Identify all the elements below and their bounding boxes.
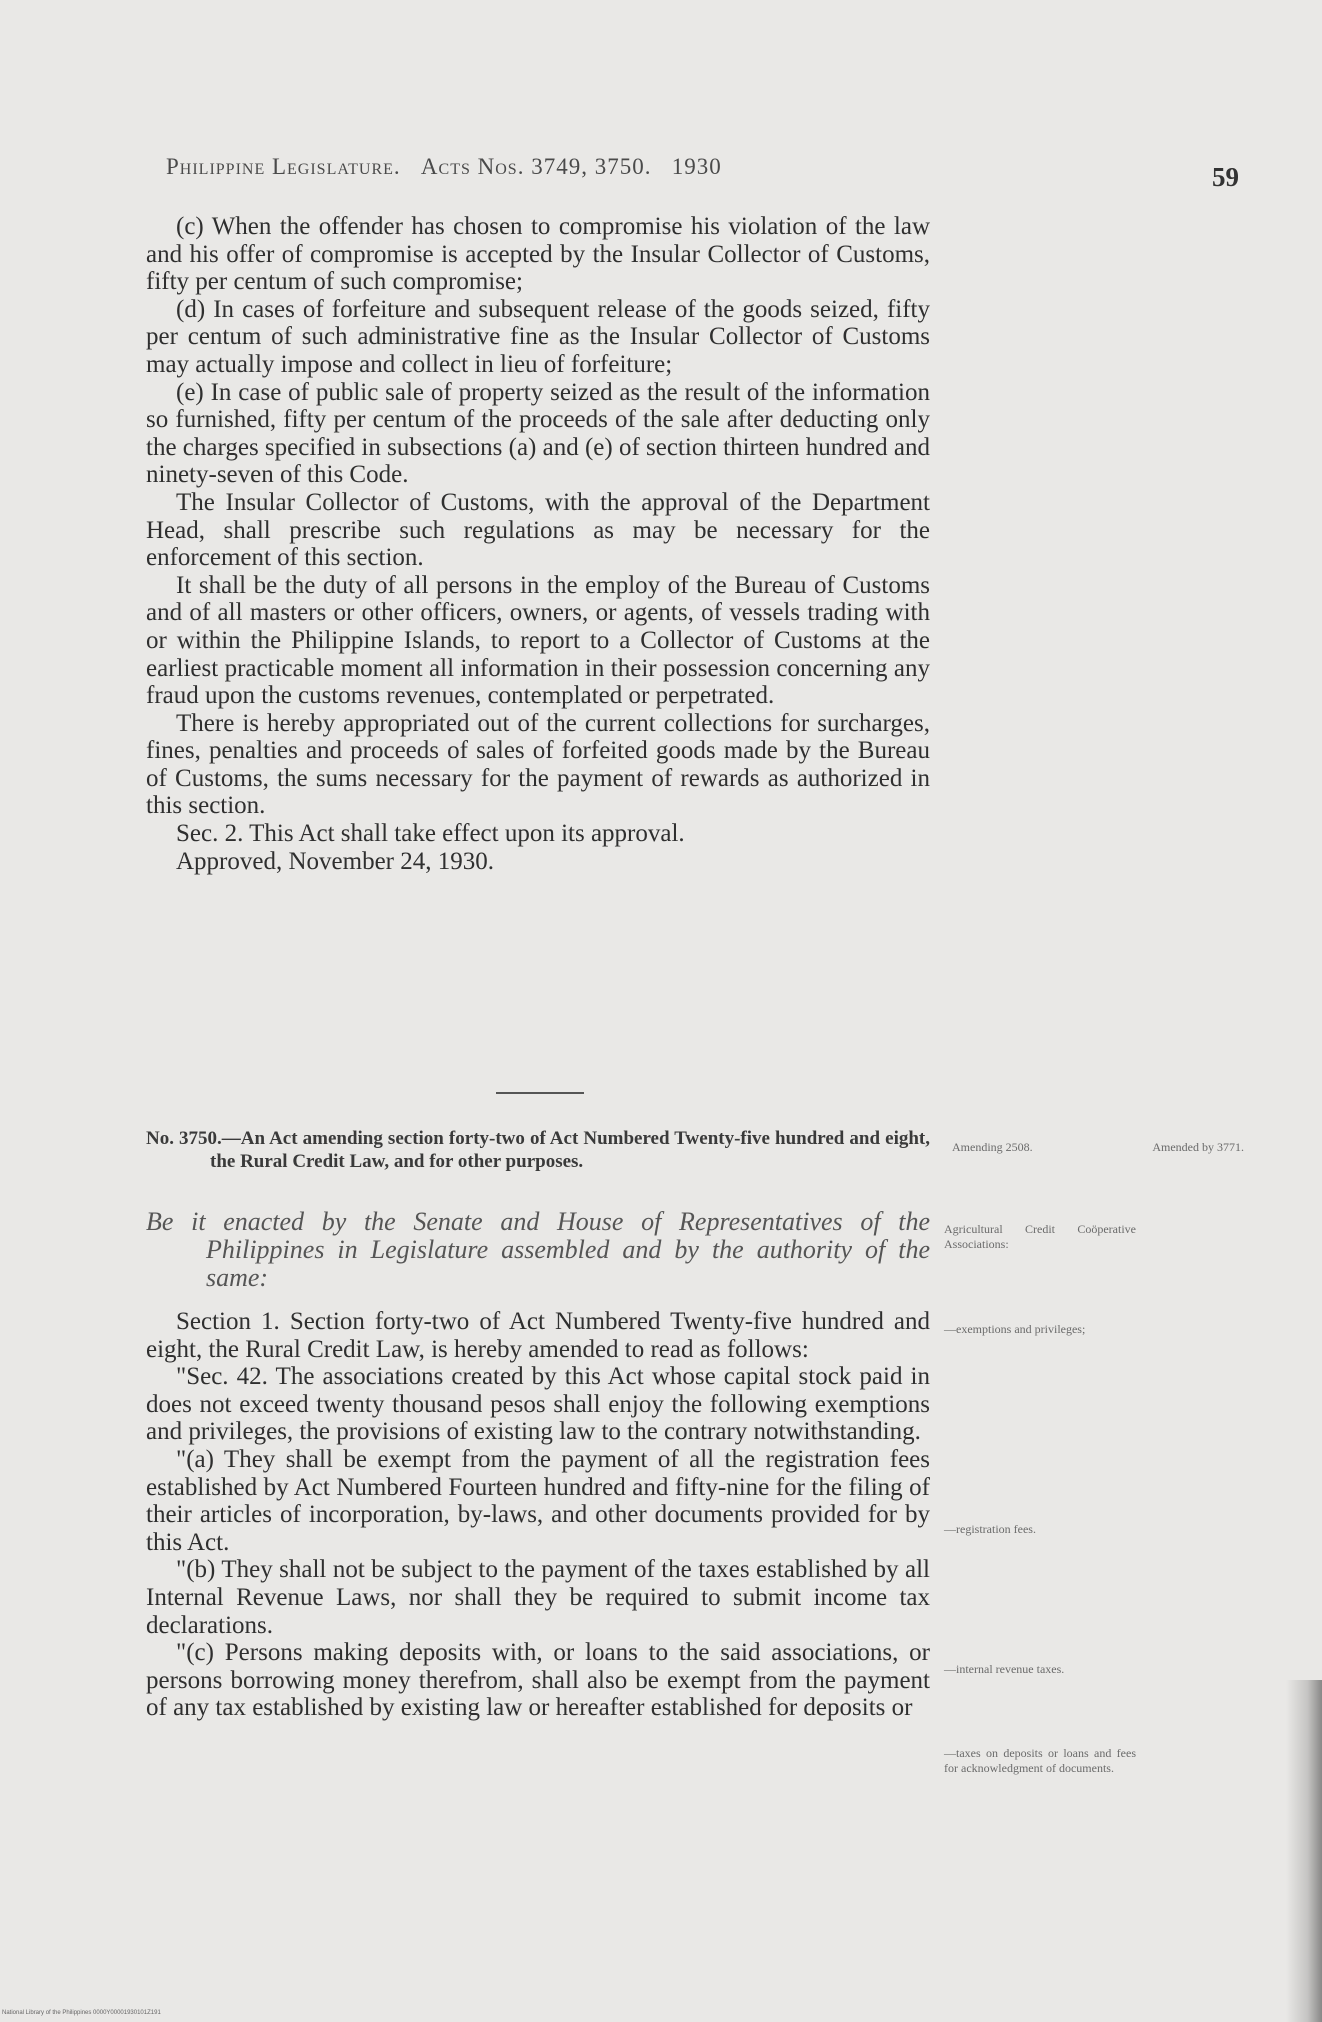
margin-note-deposits: —taxes on deposits or loans and fees for acknowledgment of documents.	[944, 1746, 1136, 1775]
paragraph: It shall be the duty of all persons in the employ of the Bureau of Customs and of all masters or other officers, owners, or agents, of vessels trading with or within the Philippine Islands, to report to a Collector of Customs at the earliest practicable moment all information in their possession concerning any fraud upon the customs revenues, contemplated or perpetrated.	[146, 571, 930, 710]
sec-42-intro: "Sec. 42. The associations created by this Act whose capital stock paid in does not exceed twenty thousand pesos shall enjoy the following exemptions and privileges, the provisions of existing law to the contrary notwithstanding.	[146, 1363, 930, 1446]
page-number: 59	[1212, 162, 1239, 192]
page-fold-shadow	[1286, 1680, 1322, 2022]
section-2: Sec. 2. This Act shall take effect upon its approval.	[176, 820, 685, 848]
sec-42-a: "(a) They shall be exempt from the payment of all the registration fees established by Act Numbered Fourteen hundred and fifty-nine for the filing of their articles of incorporation, by-laws, and other documents provided for by this Act.	[146, 1445, 930, 1556]
act-3750-text	[146, 1308, 930, 1722]
sec-42-b: "(b) They shall not be subject to the payment of the taxes established by all Internal Revenue Laws, nor shall they be required to submit income tax declarations.	[146, 1556, 930, 1639]
section-divider	[496, 1092, 584, 1094]
margin-note-registration: —registration fees.	[944, 1522, 1036, 1536]
act-3749-text	[146, 213, 930, 875]
sec-42-c: "(c) Persons making deposits with, or loans to the said associations, or persons borrowing money therefrom, shall also be exempt from the payment of any tax established by existing law or hereafter established for deposits or	[146, 1639, 930, 1722]
margin-note-agricultural: Agricultural Credit Coöperative Associations:	[944, 1222, 1136, 1251]
running-head: Philippine Legislature.	[166, 154, 401, 179]
running-header	[166, 154, 946, 180]
margin-note-amended: Amended by 3771.	[1152, 1140, 1244, 1154]
paragraph: (e) In case of public sale of property seized as the result of the information so furnished, fifty per centum of the proceeds of the sale after deducting only the charges specified in subsections (a) and (e) of section thirteen hundred and ninety-seven of this Code.	[146, 378, 930, 489]
enacting-clause: Be it enacted by the Senate and House of Representatives of the Philippines in Legislature assembled and by the authority of the same:	[146, 1207, 930, 1292]
scan-footer: National Library of the Philippines 0000Y00001930101Z191	[2, 2010, 161, 2016]
margin-note-exemptions: —exemptions and privileges;	[944, 1322, 1086, 1336]
paragraph: (d) In cases of forfeiture and subsequent release of the goods seized, fifty per centum of such administrative fine as the Insular Collector of Customs may actually impose and collect in lieu of forfeiture;	[146, 295, 930, 378]
paragraph: The Insular Collector of Customs, with the approval of the Department Head, shall prescribe such regulations as may be necessary for the enforcement of this section.	[146, 488, 930, 572]
margin-note-internal: —internal revenue taxes.	[944, 1662, 1065, 1676]
header-year: 1930	[671, 154, 722, 179]
act-3750-title: No. 3750.—An Act amending section forty-two of Act Numbered Twenty-five hundred and eight, the Rural Credit Law, and for other purposes.	[146, 1128, 930, 1172]
paragraph: (c) When the offender has chosen to compromise his violation of the law and his offer of compromise is accepted by the Insular Collector of Customs, fifty per centum of such compromise;	[146, 213, 930, 296]
approval-date: Approved, November 24, 1930.	[176, 847, 494, 875]
act-numbers: Acts Nos. 3749, 3750.	[420, 154, 652, 179]
section-1: Section 1. Section forty-two of Act Numbered Twenty-five hundred and eight, the Rural Credit Law, is hereby amended to read as follows:	[146, 1308, 930, 1363]
paragraph: There is hereby appropriated out of the current collections for surcharges, fines, penalties and proceeds of sales of forfeited goods made by the Bureau of Customs, the sums necessary for the payment of rewards as authorized in this section.	[146, 709, 930, 820]
margin-note-amending: Amending 2508.	[952, 1140, 1033, 1154]
